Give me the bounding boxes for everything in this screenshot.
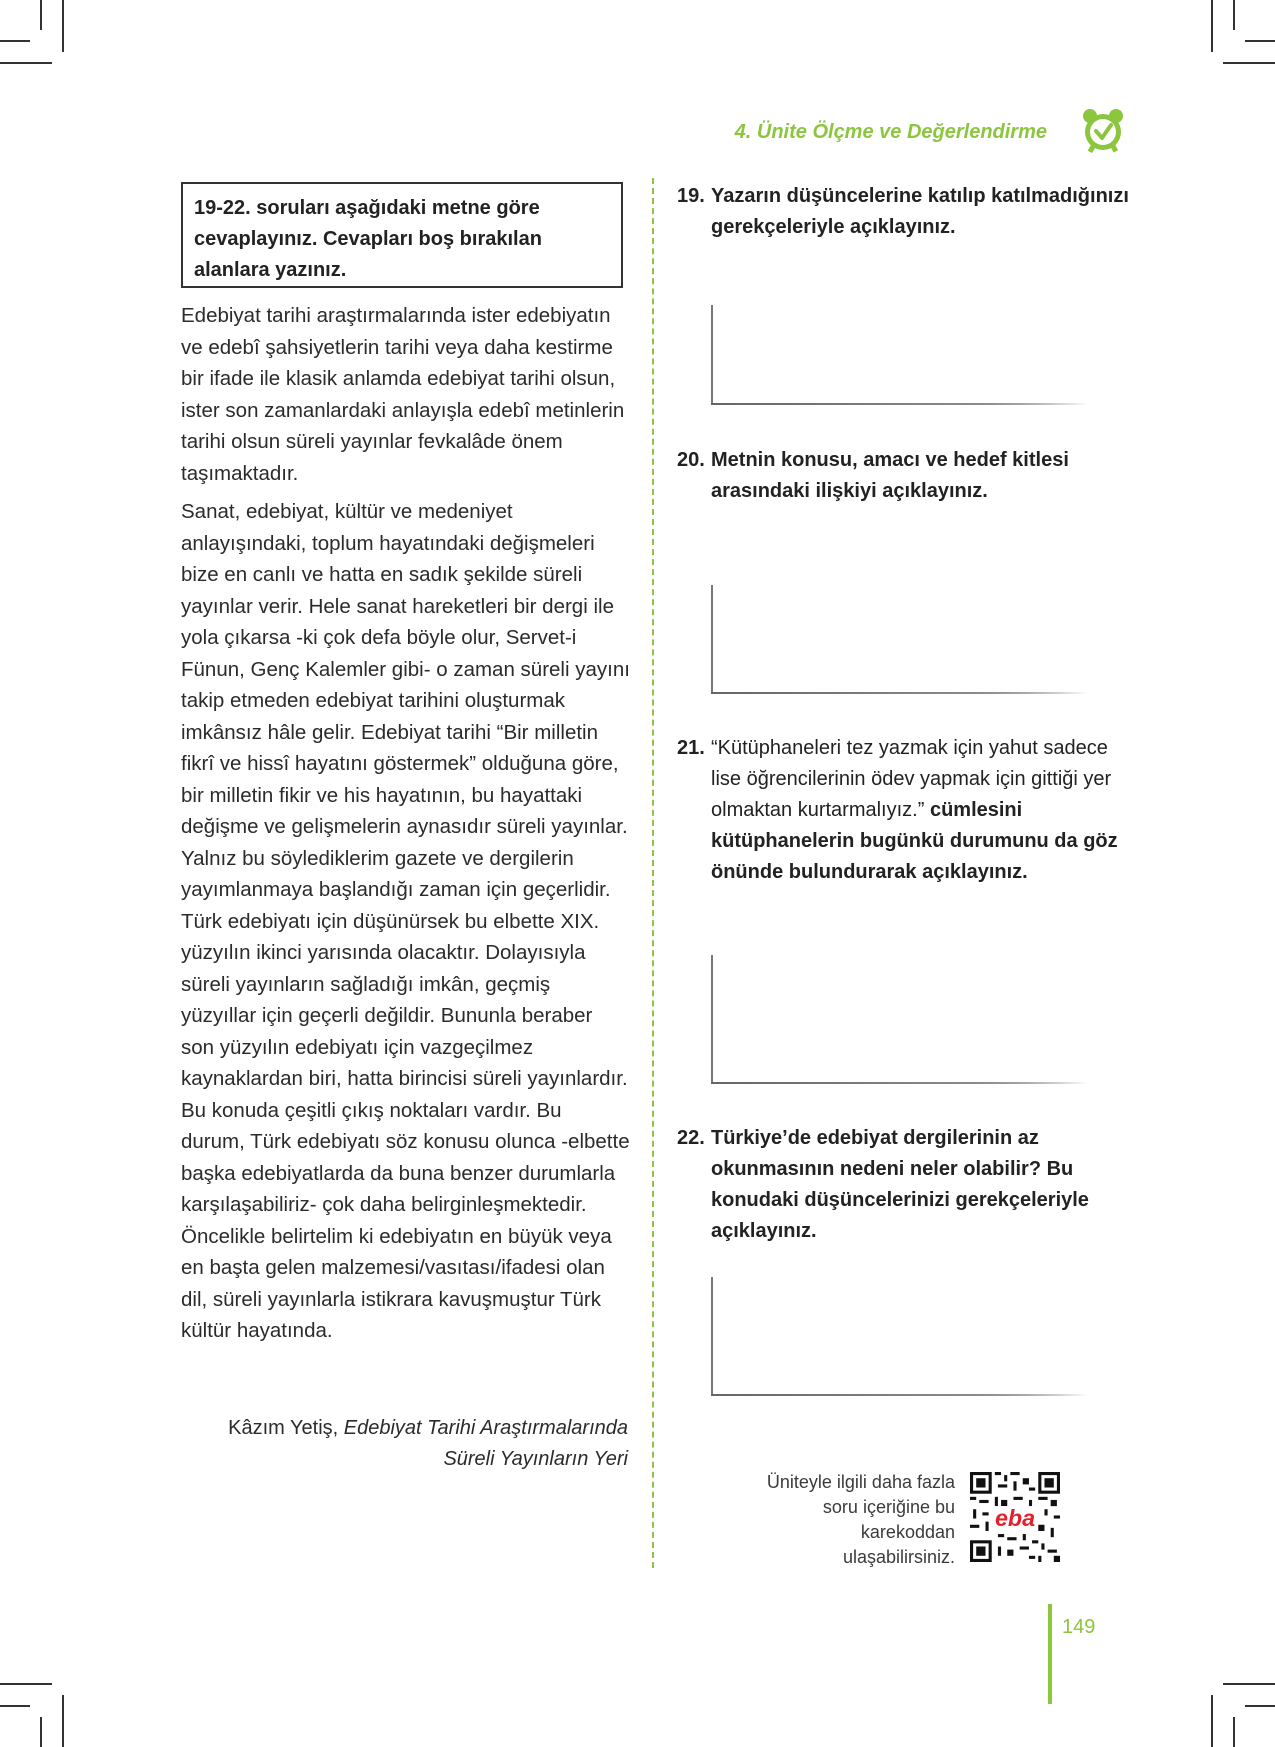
question-prompt: cümlesini kütüphanelerin bugünkü durumunu da göz önünde bulundurarak açıklayınız.: [711, 799, 1118, 883]
page-number: 149: [1062, 1616, 1096, 1638]
question-number: 21.: [677, 737, 705, 759]
question-prompt: Metnin konusu, amacı ve hedef kitlesi arasındaki ilişkiyi açıklayınız.: [711, 449, 1069, 502]
answer-area-20[interactable]: [711, 585, 1086, 694]
answer-area-22[interactable]: [711, 1277, 1086, 1396]
alarm-clock-icon: [1080, 107, 1126, 153]
passage-source: [181, 1413, 628, 1475]
passage-paragraph: Sanat, edebiyat, kültür ve medeniyet anlayışındaki, toplum hayatındaki değişmeleri bize en canlı ve hatta en sadık şekilde süreli yayınlar verir. Hele sanat hareketleri bir dergi ile yola çıkarsa -ki çok defa böyle olur, Servet-i Fünun, Genç Kalemler gibi- o zaman süreli yayını takip etmeden edebiyat tarihini oluşturmak imkânsız hâle gelir. Edebiyat tarihi “Bir milletin fikrî ve hissî hayatını göstermek” olduğuna göre, bir milletin fikir ve his hayatının, bu hayattaki değişme ve gelişmelerin aynasıdır süreli yayınlar. Yalnız bu söylediklerim gazete ve dergilerin yayımlanmaya başlandığı zaman için geçerlidir. Türk edebiyatı için düşünürsek bu elbette XIX. yüzyılın ikinci yarısında olacaktır. Dolayısıyla süreli yayınların sağladığı imkân, geçmiş yüzyıllar için geçerli değildir. Bununla beraber son yüzyılın edebiyatı için vazgeçilmez kaynaklardan biri, hatta birincisi süreli yayınlardır. Bu konuda çeşitli çıkış noktaları vardır. Bu durum, Türk edebiyatı söz konusu olunca -elbette başka edebiyatlarda da buna benzer durumlarla karşılaşabiliriz- çok daha belirginleşmektedir. Öncelikle belirtelim ki edebiyatın en büyük veya en başta gelen malzemesi/vasıtası/ifadesi olan dil, süreli yayınlarla istikrara kavuşmuştur Türk kültür hayatında.: [181, 500, 630, 1342]
reading-passage: [181, 300, 631, 1354]
unit-title: 4. Ünite Ölçme ve Değerlendirme: [734, 121, 1047, 143]
question-22: [677, 1123, 1137, 1247]
column-divider: [652, 178, 654, 1568]
question-text: “Kütüphaneleri tez yazmak için yahut sadece lise öğrencilerinin ödev yapmak için gittiği yer olmaktan kurtarmalıyız.”: [711, 737, 1112, 821]
question-number: 22.: [677, 1127, 705, 1149]
qr-code-icon[interactable]: [970, 1472, 1060, 1562]
instruction-box: 19-22. soruları aşağıdaki metne göre cevaplayınız. Cevapları boş bırakılan alanlara yazınız.: [181, 182, 623, 288]
question-number: 20.: [677, 449, 705, 471]
eba-logo-text: eba: [994, 1505, 1036, 1531]
answer-area-21[interactable]: [711, 955, 1086, 1084]
question-19: [677, 181, 1137, 243]
question-20: [677, 445, 1137, 507]
question-prompt: Yazarın düşüncelerine katılıp katılmadığınızı gerekçeleriyle açıklayınız.: [711, 185, 1129, 238]
answer-area-19[interactable]: [711, 305, 1086, 405]
source-author: Kâzım Yetiş,: [228, 1417, 344, 1439]
question-21: [677, 733, 1137, 888]
question-prompt: Türkiye’de edebiyat dergilerinin az okunmasının nedeni neler olabilir? Bu konudaki düşüncelerinizi gerekçeleriyle açıklayınız.: [711, 1127, 1089, 1242]
source-title: Edebiyat Tarihi Araştırmalarında Süreli Yayınların Yeri: [343, 1417, 628, 1470]
passage-paragraph: Edebiyat tarihi araştırmalarında ister edebiyatın ve edebî şahsiyetlerin tarihi veya daha kestirme bir ifade ile klasik anlamda edebiyat tarihi olsun, ister son zamanlardaki anlayışla edebî metinlerin tarihi olsun süreli yayınlar fevkalâde önem taşımaktadır.: [181, 304, 625, 485]
question-number: 19.: [677, 185, 705, 207]
qr-caption: Üniteyle ilgili daha fazla soru içeriğine bu karekoddan ulaşabilirsiniz.: [766, 1472, 955, 1567]
page-number-bar: [1048, 1604, 1052, 1704]
